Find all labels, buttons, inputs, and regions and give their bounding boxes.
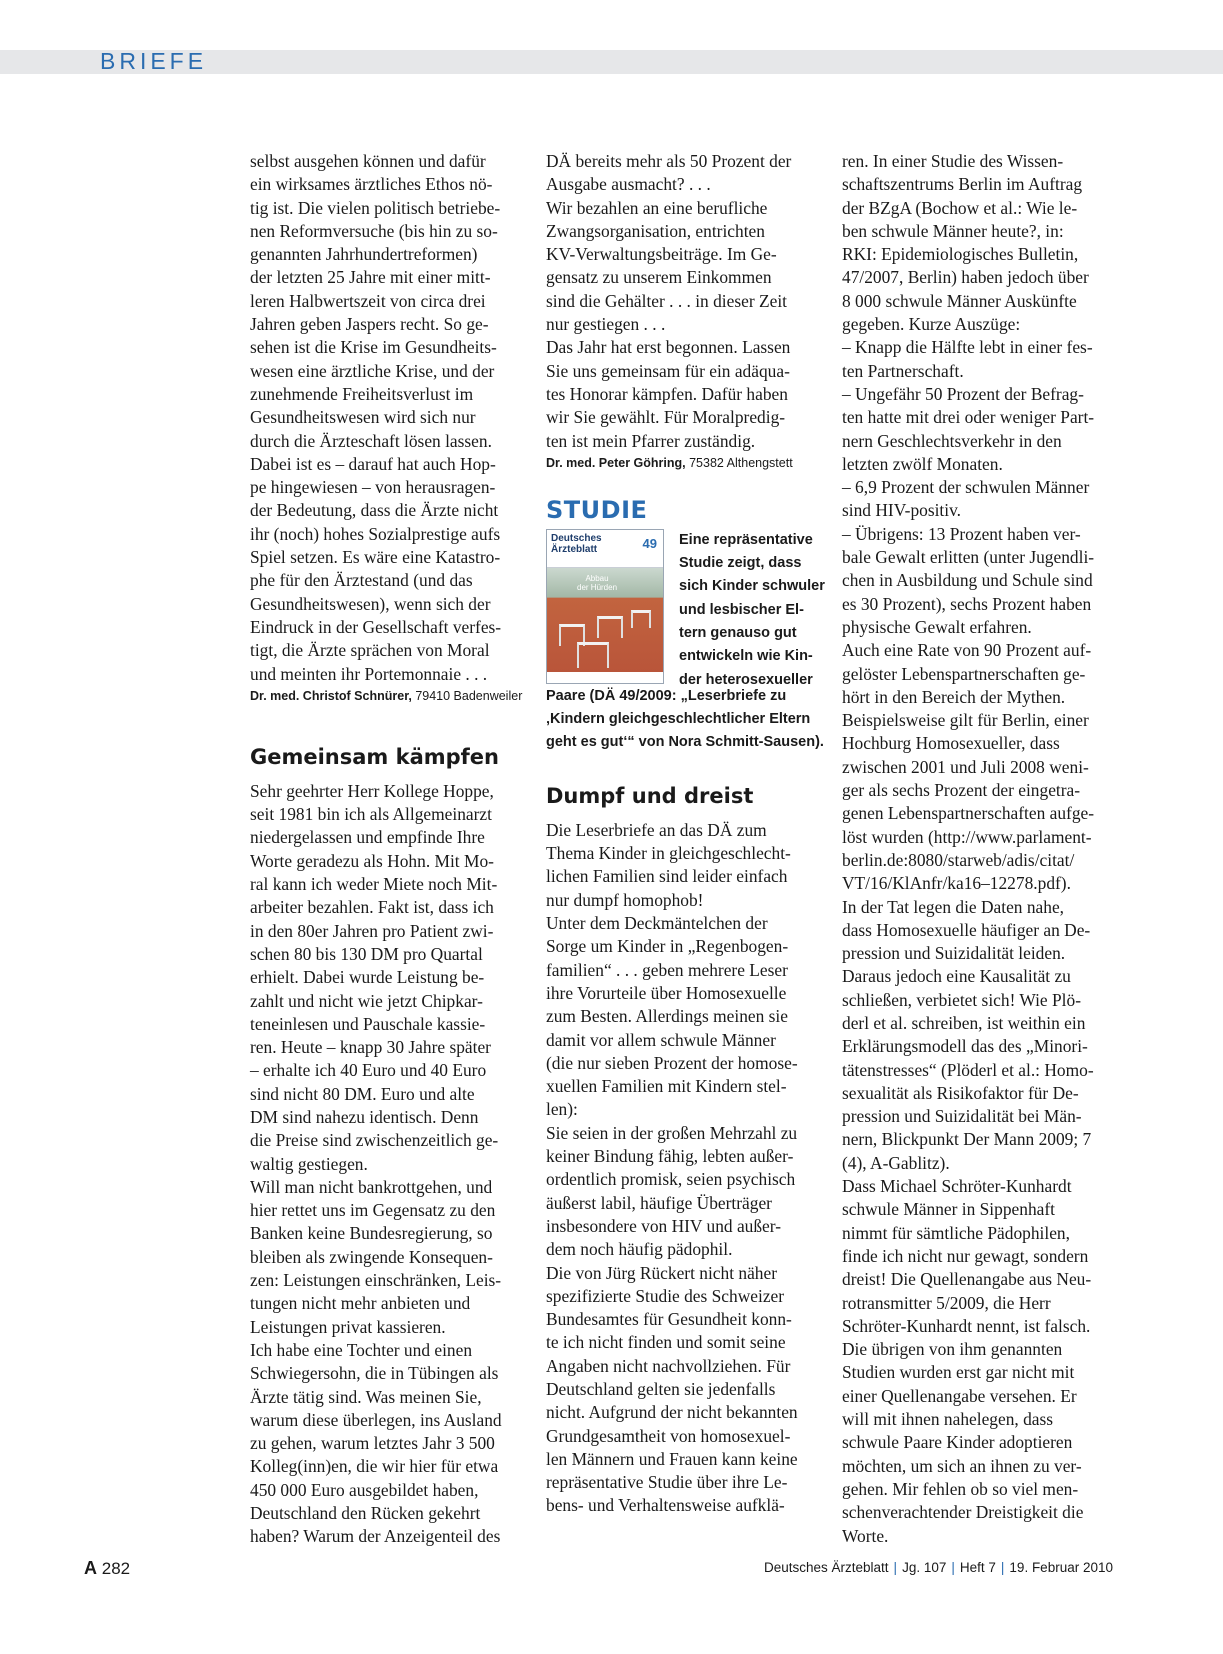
text-line: schwule Paare Kinder adoptieren <box>842 1432 1073 1453</box>
cover-footer <box>547 672 663 684</box>
text-line: ren. In einer Studie des Wissen- <box>842 151 1064 171</box>
text-line: Grundgesamtheit von homosexuel- <box>546 1425 791 1446</box>
text-line: und meinten ihr Portemonnaie . . . <box>250 663 488 684</box>
signature-place: 75382 Althengstett <box>689 455 793 470</box>
text-line: sehen ist die Krise im Gesundheits- <box>250 337 497 358</box>
publication-info <box>764 1560 1113 1575</box>
separator: | <box>893 1560 898 1575</box>
text-line: gensatz zu unserem Einkommen <box>546 267 772 288</box>
page-prefix: A <box>84 1558 97 1578</box>
text-line: Das Jahr hat erst begonnen. Lassen <box>546 337 791 358</box>
cover-issue-number: 49 <box>642 535 657 551</box>
text-line: spezifizierte Studie des Schweizer <box>546 1285 785 1306</box>
letter-signature <box>546 453 828 479</box>
text-line: – Übrigens: 13 Prozent haben ver- <box>842 523 1081 544</box>
text-line: sexualität als Risikofaktor für De- <box>842 1082 1079 1103</box>
text-line: arbeiter bezahlen. Fakt ist, dass ich <box>250 897 494 918</box>
text-line: Angaben nicht nachvollziehen. Für <box>546 1355 791 1376</box>
text-line: phe für den Ärztestand (und das <box>250 570 473 591</box>
text-line: tätenstresses“ (Plöderl et al.: Homo- <box>842 1059 1094 1080</box>
journal-issue: Heft 7 <box>959 1560 996 1575</box>
cover-photo <box>547 568 663 672</box>
text-line: selbst ausgehen können und dafür <box>250 151 486 171</box>
hurdle-graphic <box>577 642 609 668</box>
text-line: geht es gut‘“ von Nora Schmitt-Sausen). <box>546 734 824 751</box>
text-line: Studie zeigt, dass <box>679 555 802 572</box>
text-line: sind HIV-positiv. <box>842 500 962 521</box>
letter-text <box>250 150 532 686</box>
text-line: insbesondere von HIV und außer- <box>546 1215 782 1236</box>
text-line: warum diese überlegen, ins Ausland <box>250 1409 502 1430</box>
text-line: ten Partnerschaft. <box>842 360 964 381</box>
text-line: lichen Familien sind leider einfach <box>546 866 788 887</box>
text-line: waltig gestiegen. <box>250 1153 368 1174</box>
studie-summary-continued <box>546 685 824 755</box>
text-line: schaftszentrums Berlin im Auftrag <box>842 174 1083 195</box>
text-line: entwickeln wie Kin- <box>679 648 813 665</box>
text-line: sind die Gehälter . . . in dieser Zeit <box>546 290 787 311</box>
text-line: len Männern und Frauen kann keine <box>546 1448 798 1469</box>
separator: | <box>951 1560 955 1575</box>
signature-name: Dr. med. Christof Schnürer, <box>250 688 412 703</box>
text-line: tes Honorar kämpfen. Dafür haben <box>546 383 788 404</box>
text-line: ihre Vorurteile über Homosexuelle <box>546 982 787 1003</box>
text-line: ein wirksames ärztliches Ethos nö- <box>250 174 493 195</box>
text-line: rotransmitter 5/2009, die Herr <box>842 1292 1051 1313</box>
text-line: Wir bezahlen an eine berufliche <box>546 197 768 218</box>
text-line: zu gehen, warum letztes Jahr 3 500 <box>250 1433 495 1454</box>
text-line: niedergelassen und empfinde Ihre <box>250 827 485 848</box>
text-line: berlin.de:8080/starweb/adis/citat/ <box>842 849 1075 870</box>
text-line: nern Geschlechtsverkehr in den <box>842 430 1062 451</box>
text-line: derl et al. schreiben, ist weithin ein <box>842 1012 1086 1033</box>
text-line: Auch eine Rate von 90 Prozent auf- <box>842 640 1092 661</box>
text-line: keiner Bindung fähig, lebten außer- <box>546 1146 794 1167</box>
text-line: te ich nicht finden und somit seine <box>546 1332 786 1353</box>
text-line: Schröter-Kunhardt nennt, ist falsch. <box>842 1315 1091 1336</box>
text-line: physische Gewalt erfahren. <box>842 616 1032 637</box>
text-line: 450 000 Euro ausgebildet haben, <box>250 1479 479 1500</box>
text-line: ben schwule Männer heute?, in: <box>842 220 1064 241</box>
text-line: Daraus jedoch eine Kausalität zu <box>842 966 1071 987</box>
text-line: löst wurden (http://www.parlament- <box>842 826 1092 847</box>
text-line: Sehr geehrter Herr Kollege Hoppe, <box>250 780 494 801</box>
letter-text <box>546 150 828 453</box>
text-line: zunehmende Freiheitsverlust im <box>250 383 474 404</box>
hurdle-graphic <box>631 610 651 628</box>
text-line: In der Tat legen die Daten nahe, <box>842 896 1065 917</box>
text-line: nimmt für sämtliche Pädophilen, <box>842 1222 1070 1243</box>
text-line: Unter dem Deckmäntelchen der <box>546 913 768 934</box>
text-line: gegeben. Kurze Auszüge: <box>842 314 1021 335</box>
letter-signature <box>250 686 532 712</box>
text-line: – Ungefähr 50 Prozent der Befrag- <box>842 383 1084 404</box>
text-line: DÄ bereits mehr als 50 Prozent der <box>546 151 792 171</box>
text-line: genannten Jahrhundertreformen) <box>250 244 478 265</box>
text-line: Deutschland gelten sie jedenfalls <box>546 1378 776 1399</box>
text-line: pe hingewiesen – von herausragen- <box>250 477 496 498</box>
text-line: familien“ . . . geben mehrere Leser <box>546 959 788 980</box>
text-line: leren Halbwertszeit von circa drei <box>250 290 486 311</box>
text-line: die Preise sind zwischenzeitlich ge- <box>250 1130 499 1151</box>
text-line: in den 80er Jahren pro Patient zwi- <box>250 920 494 941</box>
separator: | <box>1000 1560 1005 1575</box>
journal-name: Deutsches Ärzteblatt <box>763 1560 889 1575</box>
journal-date: 19. Februar 2010 <box>1009 1560 1113 1575</box>
text-line: schließen, verbietet sich! Wie Plö- <box>842 989 1081 1010</box>
text-line: Spiel setzen. Es wäre eine Katastro- <box>250 547 501 568</box>
text-line: Jahren geben Jaspers recht. So ge- <box>250 314 489 335</box>
text-line: VT/16/KlAnfr/ka16–12278.pdf). <box>842 873 1071 894</box>
text-line: der letzten 25 Jahre mit einer mitt- <box>250 267 491 288</box>
signature-name: Dr. med. Peter Göhring, <box>546 455 686 470</box>
text-line: nen Reformversuche (bis hin zu so- <box>250 220 498 241</box>
text-line: Will man nicht bankrottgehen, und <box>250 1176 493 1197</box>
text-line: ‚Kindern gleichgeschlechtlicher Eltern <box>546 711 811 728</box>
text-line: KV-Verwaltungsbeiträge. Im Ge- <box>546 244 777 265</box>
text-line: Sorge um Kinder in „Regenbogen- <box>546 936 789 957</box>
column-2 <box>546 150 828 1518</box>
text-line: will mit ihnen nahelegen, dass <box>842 1409 1054 1430</box>
text-line: teneinlesen und Pauschale kassie- <box>250 1013 486 1034</box>
text-line: wir Sie gewählt. Für Moralpredig- <box>546 407 786 428</box>
cover-headline-line: der Hürden <box>577 582 618 592</box>
page-number <box>84 1558 130 1579</box>
text-line: Beispielsweise gilt für Berlin, einer <box>842 710 1089 731</box>
text-line: zum Besten. Allerdings meinen sie <box>546 1006 788 1027</box>
text-line: Ausgabe ausmacht? . . . <box>546 174 711 195</box>
letter-text <box>842 150 1124 1548</box>
text-line: dem noch häufig pädophil. <box>546 1239 733 1260</box>
text-line: genen Lebenspartnerschaften aufge- <box>842 803 1095 824</box>
text-line: der heterosexueller <box>679 671 813 688</box>
text-line: pression und Suizidalität bei Män- <box>842 1106 1082 1127</box>
text-line: Eindruck in der Gesellschaft verfes- <box>250 616 502 637</box>
cover-masthead <box>547 530 663 568</box>
text-line: letzten zwölf Monaten. <box>842 453 1003 474</box>
text-line: tungen nicht mehr anbieten und <box>250 1293 471 1314</box>
text-line: ral kann ich weder Miete noch Mit- <box>250 874 498 895</box>
text-line: repräsentative Studie über ihre Le- <box>546 1472 788 1493</box>
cover-title-line: Deutsches <box>551 532 602 544</box>
text-line: ren. Heute – knapp 30 Jahre später <box>250 1037 491 1058</box>
text-line: tig ist. Die vielen politisch betriebe- <box>250 197 501 218</box>
text-line: gelöster Lebenspartnerschaften ge- <box>842 663 1086 684</box>
letter-heading: Gemeinsam kämpfen <box>250 744 499 769</box>
text-line: 8 000 schwule Männer Auskünfte <box>842 290 1077 311</box>
text-line: xuellen Familien mit Kindern stel- <box>546 1076 787 1097</box>
hurdle-graphic <box>597 616 623 638</box>
text-line: Eine repräsentative <box>679 531 813 548</box>
studie-box <box>546 495 828 773</box>
text-line: Ich habe eine Tochter und einen <box>250 1339 473 1360</box>
text-line: der BZgA (Bochow et al.: Wie le- <box>842 197 1078 218</box>
text-line: – erhalte ich 40 Euro und 40 Euro <box>250 1060 487 1081</box>
text-line: einer Quellenangabe versehen. Er <box>842 1385 1077 1406</box>
text-line: Zwangsorganisation, entrichten <box>546 220 765 241</box>
journal-cover-image <box>546 529 664 684</box>
text-line: tigt, die Ärzte sprächen von Moral <box>250 640 490 661</box>
letter-text <box>250 780 532 1549</box>
text-line: Bundesamtes für Gesundheit konn- <box>546 1309 792 1330</box>
text-line: es 30 Prozent), sechs Prozent haben <box>842 593 1092 614</box>
text-line: Hochburg Homosexueller, dass <box>842 733 1060 754</box>
text-line: Sie uns gemeinsam für ein adäqua- <box>546 360 790 381</box>
cover-title <box>551 533 602 555</box>
section-title: BRIEFE <box>100 48 208 74</box>
text-line: Thema Kinder in gleichgeschlecht- <box>546 843 791 864</box>
text-line: Ärzte tätig sind. Was meinen Sie, <box>250 1386 482 1407</box>
text-line: Dabei ist es – darauf hat auch Hop- <box>250 453 496 474</box>
text-line: DM sind nahezu identisch. Denn <box>250 1106 479 1127</box>
text-line: Kolleg(inn)en, die wir hier für etwa <box>250 1456 499 1477</box>
text-line: wesen eine ärztliche Krise, und der <box>250 360 495 381</box>
text-line: nur dumpf homophob! <box>546 889 704 910</box>
text-line: schwule Männer in Sippenhaft <box>842 1199 1055 1220</box>
letter-heading: Dumpf und dreist <box>546 783 754 808</box>
text-line: ihr (noch) hohes Sozialprestige aufs <box>250 523 501 544</box>
text-line: Paare (DÄ 49/2009: „Leserbriefe zu <box>546 687 787 704</box>
text-line: dass Homosexuelle häufiger an De- <box>842 919 1091 940</box>
text-line: Worte. <box>842 1525 889 1546</box>
text-line: nur gestiegen . . . <box>546 314 666 335</box>
cover-headline <box>577 574 617 592</box>
text-line: Worte geradezu als Hohn. Mit Mo- <box>250 850 494 871</box>
cover-title-line: Ärzteblatt <box>551 543 598 555</box>
text-line: und lesbischer El- <box>679 601 804 618</box>
text-line: Gesundheitswesen wird sich nur <box>250 407 476 428</box>
text-line: möchten, um sich an ihnen zu ver- <box>842 1455 1082 1476</box>
text-line: tern genauso gut <box>679 625 797 642</box>
text-line: schen 80 bis 130 DM pro Quartal <box>250 943 483 964</box>
text-line: zahlt und nicht wie jetzt Chipkar- <box>250 990 483 1011</box>
text-line: dreist! Die Quellenangabe aus Neu- <box>842 1269 1092 1290</box>
text-line: bale Gewalt erlitten (unter Jugendli- <box>842 547 1095 568</box>
text-line: Leistungen privat kassieren. <box>250 1316 446 1337</box>
text-line: hier rettet uns im Gegensatz zu den <box>250 1200 496 1221</box>
text-line: (4), A-Gablitz). <box>842 1152 950 1173</box>
text-line: len): <box>546 1099 578 1120</box>
text-line: Die übrigen von ihm genannten <box>842 1339 1063 1360</box>
text-line: nicht. Aufgrund der nicht bekannten <box>546 1402 798 1423</box>
text-line: Dass Michael Schröter-Kunhardt <box>842 1176 1072 1197</box>
text-line: ten hatte mit drei oder weniger Part- <box>842 407 1095 428</box>
text-line: RKI: Epidemiologisches Bulletin, <box>842 244 1079 265</box>
text-line: – Knapp die Hälfte lebt in einer fes- <box>842 337 1093 358</box>
text-line: erhielt. Dabei wurde Leistung be- <box>250 967 485 988</box>
text-line: zen: Leistungen einschränken, Leis- <box>250 1270 502 1291</box>
text-line: seit 1981 bin ich als Allgemeinarzt <box>250 804 492 825</box>
text-line: (die nur sieben Prozent der homose- <box>546 1052 798 1073</box>
text-line: Deutschland den Rücken gekehrt <box>250 1503 481 1524</box>
studie-kicker: STUDIE <box>546 495 648 524</box>
column-1 <box>250 150 532 1549</box>
studie-summary <box>679 529 825 692</box>
text-line: haben? Warum der Anzeigenteil des <box>250 1526 501 1547</box>
text-line: zwischen 2001 und Juli 2008 weni- <box>842 756 1089 777</box>
column-3 <box>842 150 1124 1548</box>
text-line: ten ist mein Pfarrer zuständig. <box>546 430 756 451</box>
text-line: ordentlich promisk, seien psychisch <box>546 1169 796 1190</box>
text-line: hört in den Bereich der Mythen. <box>842 686 1066 707</box>
text-line: ger als sechs Prozent der eingetra- <box>842 780 1081 801</box>
cover-headline-line: Abbau <box>585 573 609 583</box>
text-line: 47/2007, Berlin) haben jedoch über <box>842 267 1089 288</box>
text-line: bleiben als zwingende Konsequen- <box>250 1246 493 1267</box>
text-line: der Bedeutung, dass die Ärzte nicht <box>250 500 499 521</box>
text-line: äußerst labil, häufige Überträger <box>546 1192 772 1213</box>
text-line: Erklärungsmodell das des „Minori- <box>842 1036 1088 1057</box>
text-line: nern, Blickpunkt Der Mann 2009; 7 <box>842 1129 1092 1150</box>
text-line: finde ich nicht nur gewagt, sondern <box>842 1245 1089 1266</box>
text-line: damit vor allem schwule Männer <box>546 1029 776 1050</box>
text-line: durch die Ärzteschaft lösen lassen. <box>250 430 492 451</box>
text-line: Gesundheitswesen), wenn sich der <box>250 593 491 614</box>
text-line: Banken keine Bundesregierung, so <box>250 1223 493 1244</box>
journal-volume: Jg. 107 <box>902 1560 947 1575</box>
text-line: Die Leserbriefe an das DÄ zum <box>546 819 767 840</box>
signature-place: 79410 Badenweiler <box>415 688 523 703</box>
text-line: sich Kinder schwuler <box>679 578 825 595</box>
text-line: – 6,9 Prozent der schwulen Männer <box>842 477 1090 498</box>
text-line: bens- und Verhaltensweise aufklä- <box>546 1495 785 1516</box>
letter-text <box>546 819 828 1518</box>
text-line: pression und Suizidalität leiden. <box>842 943 1066 964</box>
text-line: chen in Ausbildung und Schule sind <box>842 570 1093 591</box>
text-line: schenverachtender Dreistigkeit die <box>842 1502 1084 1523</box>
text-line: Die von Jürg Rückert nicht näher <box>546 1262 778 1283</box>
text-line: Studien wurden erst gar nicht mit <box>842 1362 1075 1383</box>
text-line: Sie seien in der großen Mehrzahl zu <box>546 1122 798 1143</box>
text-line: gehen. Mir fehlen ob so viel men- <box>842 1478 1079 1499</box>
text-line: sind nicht 80 DM. Euro und alte <box>250 1083 475 1104</box>
page-number-value: 282 <box>101 1559 131 1578</box>
text-line: Schwiegersohn, die in Tübingen als <box>250 1363 499 1384</box>
